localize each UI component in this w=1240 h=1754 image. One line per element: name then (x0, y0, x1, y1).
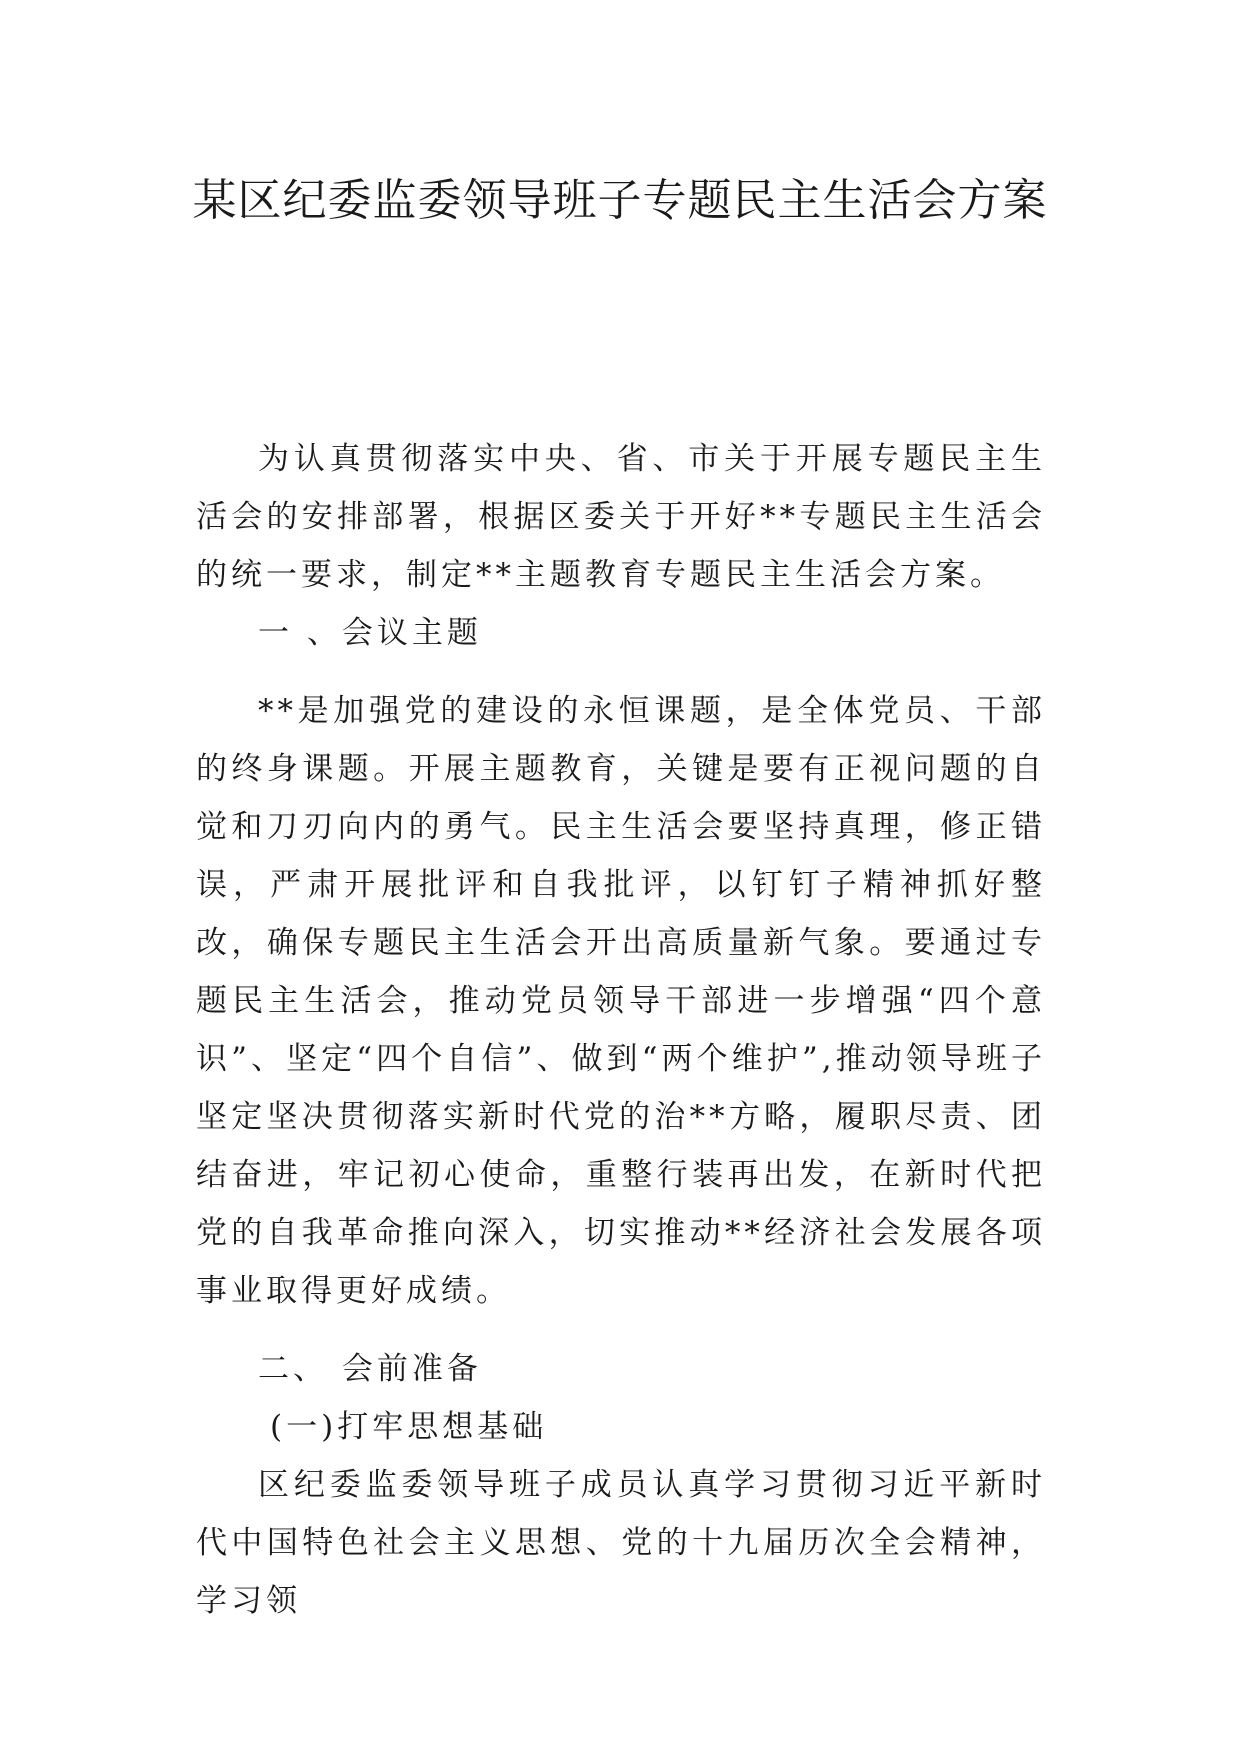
ideology-paragraph: 区纪委监委领导班子成员认真学习贯彻习近平新时代中国特色社会主义思想、党的十九届历次全会精神，学习领 (196, 1467, 1046, 1619)
document-title: 某区纪委监委领导班子专题民主生活会方案 (192, 175, 1048, 226)
intro-paragraph: 为认真贯彻落实中央、省、市关于开展专题民主生活会的安排部署，根据区委关于开好**专题民主生活会的统一要求，制定**主题教育专题民主生活会方案。 (196, 441, 1046, 593)
meeting-theme-paragraph: **是加强党的建设的永恒课题，是全体党员、干部的终身课题。开展主题教育，关键是要有正视问题的自觉和刀刃向内的勇气。民主生活会要坚持真理，修正错误，严肃开展批评和自我批评，以钉钉子精神抓好整改，确保专题民主生活会开出高质量新气象。要通过专题民主生活会，推动党员领导干部进一步增强“四个意识”、坚定“四个自信”、做到“两个维护”,推动领导班子坚定坚决贯彻落实新时代党的治**方略，履职尽责、团结奋进，牢记初心使命，重整行装再出发，在新时代把党的自我革命推向深入，切实推动**经济社会发展各项事业取得更好成绩。 (196, 693, 1046, 1309)
document-body (196, 430, 1046, 1630)
section-heading-preparation: 二、 会前准备 (258, 1351, 482, 1387)
section-heading-meeting-theme: 一 、会议主题 (258, 615, 482, 651)
subsection-heading-ideology: (一)打牢思想基础 (270, 1409, 548, 1445)
